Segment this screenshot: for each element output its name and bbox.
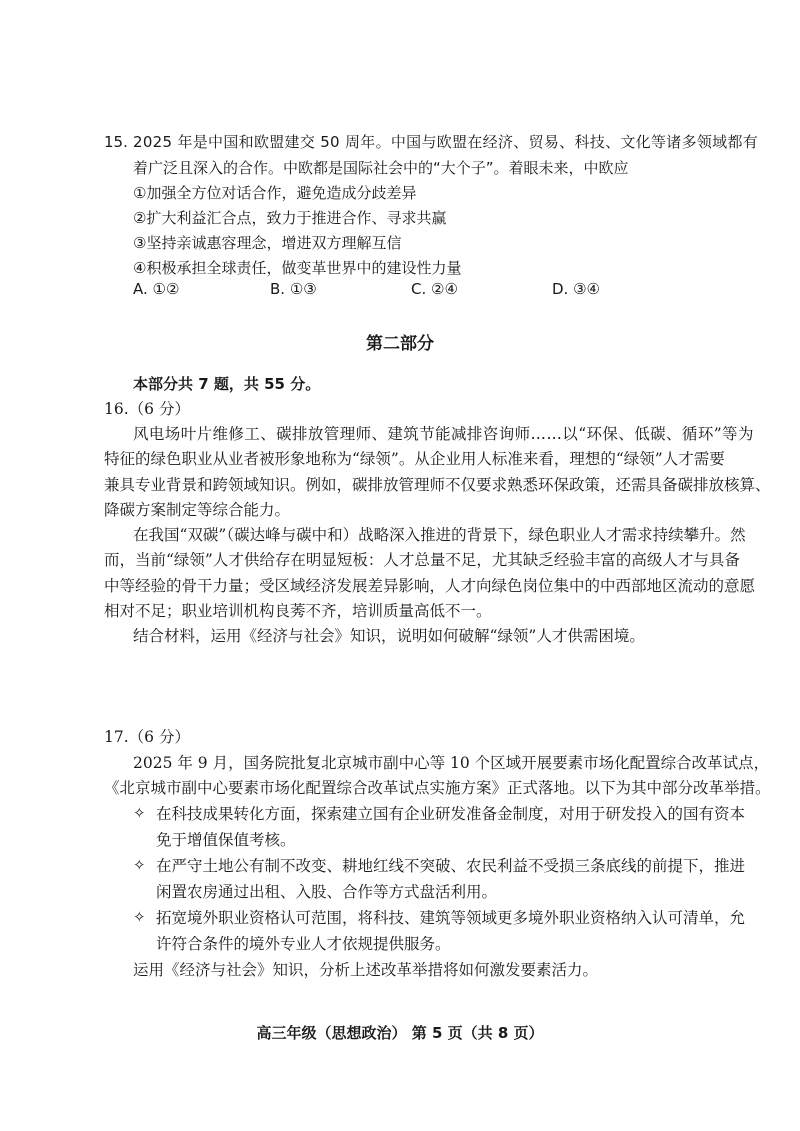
q16-line-1: 风电场叶片维修工、碳排放管理师、建筑节能减排咨询师……以“环保、低碳、循环”等为 [133, 425, 754, 443]
diamond-bullet-icon: ✧ [133, 804, 146, 822]
q17-bullet-2-line-2: 闲置农房通过出租、入股、合作等方式盘活利用。 [156, 883, 498, 901]
q17-bullet-1-line-1: 在科技成果转化方面，探索建立国有企业研发准备金制度，对用于研发投入的国有资本 [156, 805, 746, 823]
q15-number: 15. [104, 133, 128, 151]
diamond-bullet-icon: ✧ [133, 908, 146, 926]
q16-line-8: 相对不足；职业培训机构良莠不齐，培训质量高低不一。 [104, 602, 492, 620]
q15-stem-line1: 2025 年是中国和欧盟建交 50 周年。中国与欧盟在经济、贸易、科技、文化等诸多领域都有 [133, 133, 759, 151]
diamond-bullet-icon: ✧ [133, 856, 146, 874]
q16-line-4: 降碳方案制定等综合能力。 [104, 501, 291, 519]
q15-option-c: C. ②④ [411, 280, 458, 298]
q15-option-a: A. ①② [133, 280, 180, 298]
q16-line-7: 中等经验的骨干力量；受区域经济发展差异影响，人才向绿色岗位集中的中西部地区流动的意愿 [104, 577, 756, 595]
q15-item-3: ③坚持亲诚惠容理念，增进双方理解互信 [133, 234, 402, 252]
page-footer: 高三年级（思想政治） 第 5 页（共 8 页） [256, 1024, 544, 1042]
q15-item-2: ②扩大利益汇合点，致力于推进合作、寻求共赢 [133, 209, 447, 227]
q15-option-d: D. ③④ [552, 280, 600, 298]
q15-stem-line2: 着广泛且深入的合作。中欧都是国际社会中的“大个子”。着眼未来，中欧应 [133, 159, 629, 177]
q17-intro-line-1: 2025 年 9 月，国务院批复北京城市副中心等 10 个区域开展要素市场化配置综合改革试点， [133, 754, 770, 772]
q17-bullet-3-line-1: 拓宽境外职业资格认可范围，将科技、建筑等领域更多境外职业资格纳入认可清单，允 [156, 909, 746, 927]
q16-line-5: 在我国“双碳”（碳达峰与碳中和）战略深入推进的背景下，绿色职业人才需求持续攀升。然 [133, 526, 746, 544]
q17-question: 运用《经济与社会》知识，分析上述改革举措将如何激发要素活力。 [133, 961, 599, 979]
part-2-intro: 本部分共 7 题，共 55 分。 [133, 375, 321, 393]
q17-bullet-2-line-1: 在严守土地公有制不改变、耕地红线不突破、农民利益不受损三条底线的前提下，推进 [156, 857, 746, 875]
q17-header: 17.（6 分） [104, 728, 190, 746]
q15-item-4: ④积极承担全球责任，做变革世界中的建设性力量 [133, 259, 462, 277]
q17-intro-line-2: 《北京城市副中心要素市场化配置综合改革试点实施方案》正式落地。以下为其中部分改革举措。 [104, 779, 771, 797]
q16-line-3: 兼具专业背景和跨领域知识。例如，碳排放管理师不仅要求熟悉环保政策，还需具备碳排放核算、 [104, 476, 771, 494]
q16-header: 16.（6 分） [104, 400, 190, 418]
q16-line-6: 而，当前“绿领”人才供给存在明显短板：人才总量不足，尤其缺乏经验丰富的高级人才与具备 [104, 551, 740, 569]
q15-option-b: B. ①③ [270, 280, 317, 298]
q16-question: 结合材料，运用《经济与社会》知识，说明如何破解“绿领”人才供需困境。 [133, 627, 645, 645]
q17-bullet-1-line-2: 免于增值保值考核。 [156, 831, 296, 849]
part-2-title: 第二部分 [366, 334, 434, 354]
q17-bullet-3-line-2: 许符合条件的境外专业人才依规提供服务。 [156, 935, 451, 953]
q15-item-1: ①加强全方位对话合作，避免造成分歧差异 [133, 184, 417, 202]
q16-line-2: 特征的绿色职业从业者被形象地称为“绿领”。从企业用人标准来看，理想的“绿领”人才需要 [104, 450, 725, 468]
